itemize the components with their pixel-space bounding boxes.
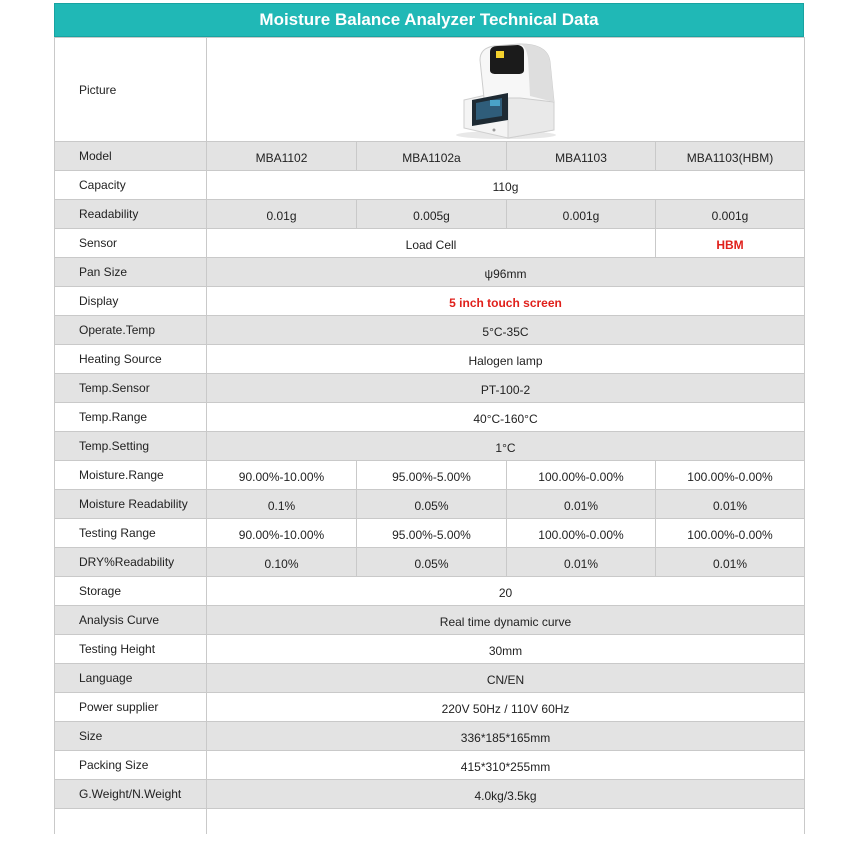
row-label: Moisture.Range (55, 461, 207, 490)
sheet-title: Moisture Balance Analyzer Technical Data (54, 3, 804, 37)
row-testing-range (55, 519, 805, 548)
readability-cell: 0.001g (656, 200, 805, 229)
model-cell: MBA1102a (357, 142, 507, 171)
row-label: Temp.Sensor (55, 374, 207, 403)
row-value: 336*185*165mm (207, 722, 805, 751)
row-moisture-range (55, 461, 805, 490)
spec-sheet (54, 3, 804, 834)
row-label: Testing Height (55, 635, 207, 664)
row-value: Real time dynamic curve (207, 606, 805, 635)
row-label: Testing Range (55, 519, 207, 548)
row-label: Operate.Temp (55, 316, 207, 345)
row-moisture-readability (55, 490, 805, 519)
row-label: Language (55, 664, 207, 693)
readability-cell: 0.005g (357, 200, 507, 229)
row-value: 40°C-160°C (207, 403, 805, 432)
row-value: 20 (207, 577, 805, 606)
moisture-readability-cell: 0.05% (357, 490, 507, 519)
row-value: 30mm (207, 635, 805, 664)
row-label: Picture (55, 38, 207, 142)
row-value: Halogen lamp (207, 345, 805, 374)
row-dry-readability (55, 548, 805, 577)
row-label: Sensor (55, 229, 207, 258)
row-temp-sensor (55, 374, 805, 403)
hbm-sensor-value: HBM (656, 229, 805, 258)
moisture-readability-cell: 0.01% (656, 490, 805, 519)
dry-readability-cell: 0.05% (357, 548, 507, 577)
row-model (55, 142, 805, 171)
row-label: DRY%Readability (55, 548, 207, 577)
testing-range-cell: 95.00%-5.00% (357, 519, 507, 548)
row-label: Heating Source (55, 345, 207, 374)
moisture-range-cell: 95.00%-5.00% (357, 461, 507, 490)
row-picture (55, 38, 805, 142)
row-label: Model (55, 142, 207, 171)
row-pan-size (55, 258, 805, 287)
moisture-readability-cell: 0.01% (507, 490, 656, 519)
row-label: Capacity (55, 171, 207, 200)
row-label: Display (55, 287, 207, 316)
row-value: 110g (207, 171, 805, 200)
moisture-readability-cell: 0.1% (207, 490, 357, 519)
testing-range-cell: 100.00%-0.00% (507, 519, 656, 548)
row-capacity (55, 171, 805, 200)
spec-table (54, 37, 805, 834)
row-power-supplier (55, 693, 805, 722)
row-sensor (55, 229, 805, 258)
row-label: Packing Size (55, 751, 207, 780)
row-empty (55, 809, 805, 834)
row-label: Size (55, 722, 207, 751)
model-cell: MBA1102 (207, 142, 357, 171)
model-cell: MBA1103 (507, 142, 656, 171)
model-cell: MBA1103(HBM) (656, 142, 805, 171)
row-label: Readability (55, 200, 207, 229)
moisture-range-cell: 100.00%-0.00% (507, 461, 656, 490)
row-analysis-curve (55, 606, 805, 635)
row-weight (55, 780, 805, 809)
row-value: CN/EN (207, 664, 805, 693)
row-storage (55, 577, 805, 606)
readability-cell: 0.001g (507, 200, 656, 229)
row-label: G.Weight/N.Weight (55, 780, 207, 809)
row-value: 1°C (207, 432, 805, 461)
dry-readability-cell: 0.01% (507, 548, 656, 577)
row-temp-range (55, 403, 805, 432)
row-display (55, 287, 805, 316)
row-value: 4.0kg/3.5kg (207, 780, 805, 809)
dry-readability-cell: 0.10% (207, 548, 357, 577)
row-value: 220V 50Hz / 110V 60Hz (207, 693, 805, 722)
empty-cell (55, 809, 207, 834)
row-value: PT-100-2 (207, 374, 805, 403)
row-operate-temp (55, 316, 805, 345)
row-label: Storage (55, 577, 207, 606)
moisture-range-cell: 100.00%-0.00% (656, 461, 805, 490)
row-label: Pan Size (55, 258, 207, 287)
row-label: Temp.Range (55, 403, 207, 432)
empty-cell (207, 809, 805, 834)
row-packing-size (55, 751, 805, 780)
row-temp-setting (55, 432, 805, 461)
readability-cell: 0.01g (207, 200, 357, 229)
row-testing-height (55, 635, 805, 664)
dry-readability-cell: 0.01% (656, 548, 805, 577)
product-picture (207, 38, 805, 142)
row-label: Power supplier (55, 693, 207, 722)
row-value: 5 inch touch screen (207, 287, 805, 316)
row-size (55, 722, 805, 751)
row-label: Moisture Readability (55, 490, 207, 519)
moisture-range-cell: 90.00%-10.00% (207, 461, 357, 490)
row-readability (55, 200, 805, 229)
row-language (55, 664, 805, 693)
row-value: Load Cell (207, 229, 656, 258)
row-heating-source (55, 345, 805, 374)
testing-range-cell: 90.00%-10.00% (207, 519, 357, 548)
row-value: 415*310*255mm (207, 751, 805, 780)
row-label: Analysis Curve (55, 606, 207, 635)
testing-range-cell: 100.00%-0.00% (656, 519, 805, 548)
row-value: 5°C-35C (207, 316, 805, 345)
row-label: Temp.Setting (55, 432, 207, 461)
moisture-analyzer-image (450, 40, 562, 140)
row-value: ψ96mm (207, 258, 805, 287)
